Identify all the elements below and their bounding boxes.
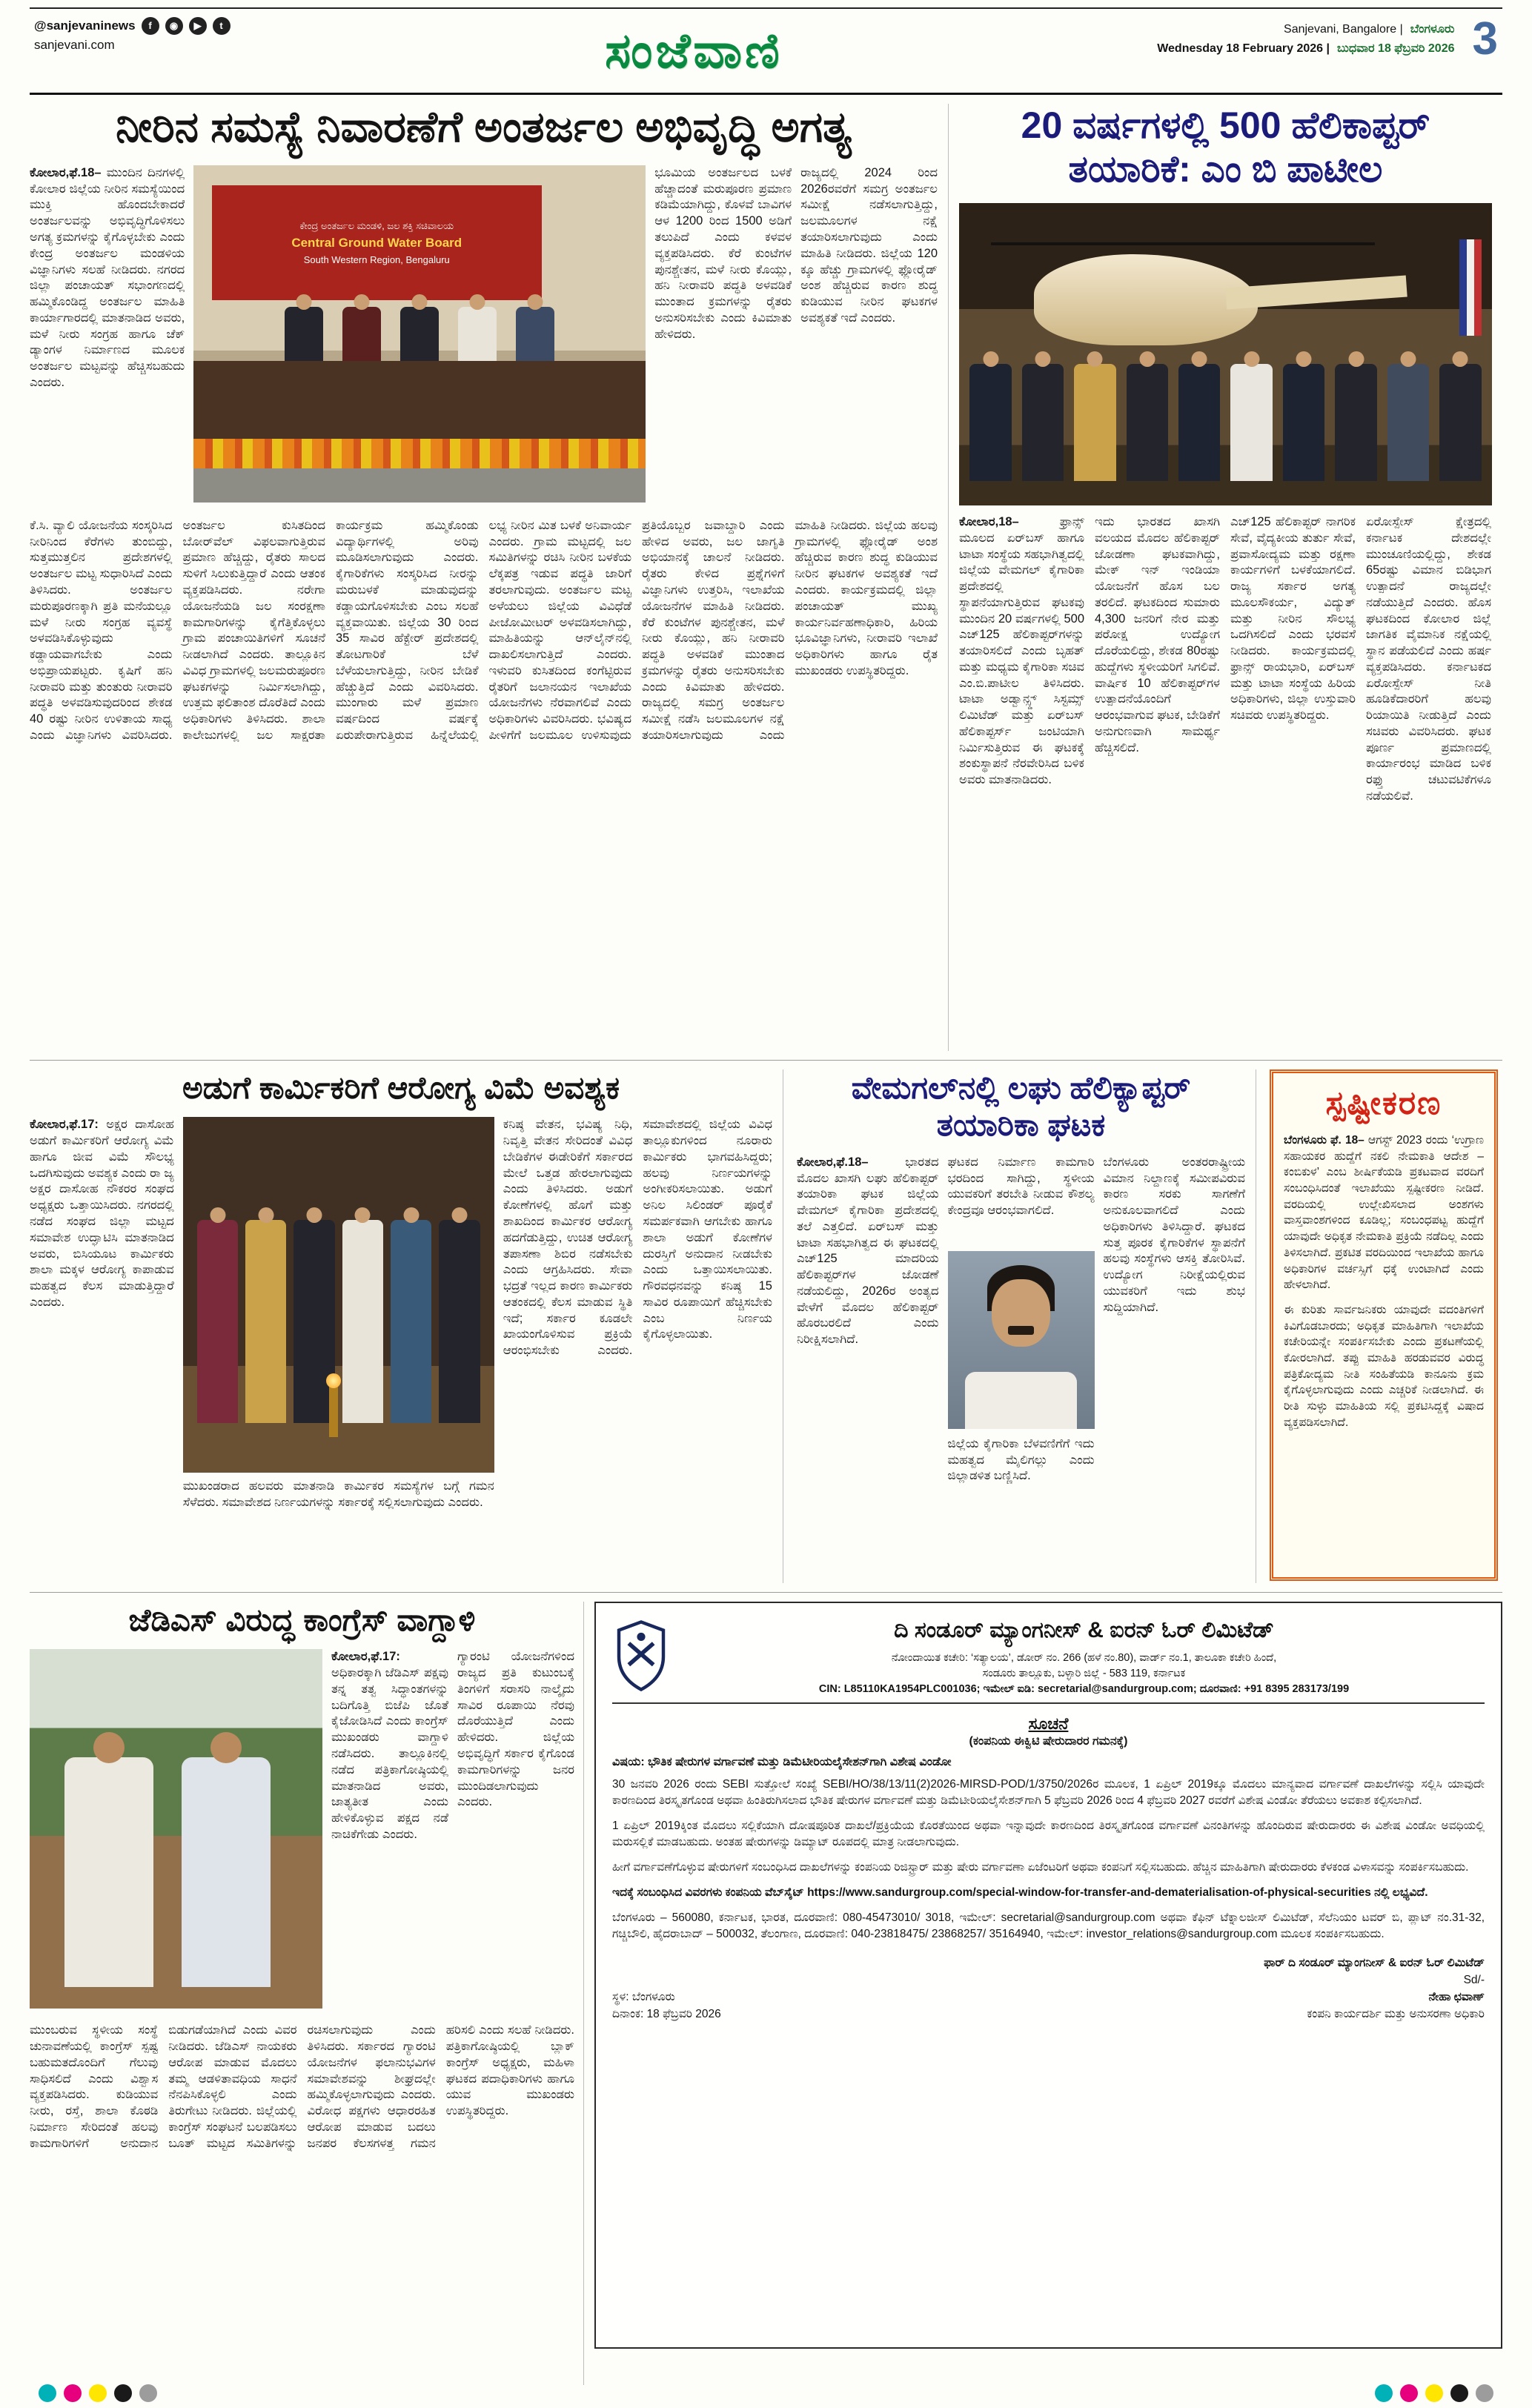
top-section [30, 95, 1502, 1051]
notice-contacts: ಬೆಂಗಳೂರು – 560080, ಕರ್ನಾಟಕ, ಭಾರತ, ದೂರವಾಣಿ: 080-45473010/ 3018, ಇಮೇಲ್: secretarial@sandurgroup.com ಅಥವಾ ಕೆಫಿನ್ ಟೆಕ್ನಾಲಜೀಸ್ ಲಿಮಿಟೆಡ್, ಸೆಲೆನಿಯಂ ಟವರ್ ಬಿ, ಪ್ಲಾಟ್ ನಂ.31-32, ಗಚ್ಚಿಬೌಲಿ, ಹೈದರಾಬಾದ್ – 500032, ತೆಲಂಗಾಣ, ದೂರವಾಣಿ: 040-23818475/ 23868257/ 35164940, ಇಮೇಲ್: investor_relations@sandurgroup.com ಮೂಲಕ ಸಂಪರ್ಕಿಸಬಹುದು. [612, 1911, 1485, 1940]
article-column: ಘಟಕದ ನಿರ್ಮಾಣ ಕಾಮಗಾರಿ ಭರದಿಂದ ಸಾಗಿದ್ದು, ಸ್ಥಳೀಯ ಯುವಕರಿಗೆ ತರಬೇತಿ ನೀಡುವ ಕೌಶಲ್ಯ ಕೇಂದ್ರವೂ ಆರಂಭವಾಗಲಿದೆ. [947, 1155, 1095, 1218]
headline: 20 ವರ್ಷಗಳಲ್ಲಿ 500 ಹೆಲಿಕಾಪ್ಟರ್ ತಯಾರಿಕೆ: ಎಂ ಬಿ ಪಾಟೀಲ [1021, 105, 1430, 190]
social-handle: @sanjevaninews [34, 19, 136, 33]
registration-dot [39, 2384, 56, 2402]
registration-dot [1375, 2384, 1393, 2402]
signature-sd: Sd/- [1463, 1973, 1485, 1986]
portrait-face [992, 1279, 1050, 1347]
clarification-title: ಸ್ಪಷ್ಟೀಕರಣ [1325, 1085, 1442, 1121]
portrait-mustache [1008, 1326, 1035, 1335]
masthead [30, 7, 1502, 95]
article-column: ಬೆಂಗಳೂರು ಅಂತರರಾಷ್ಟ್ರೀಯ ವಿಮಾನ ನಿಲ್ದಾಣಕ್ಕೆ ಸಮೀಪವಿರುವ ಕಾರಣ ಸರಕು ಸಾಗಣೆಗೆ ಅನುಕೂಲವಾಗಲಿದೆ ಎಂದು ಅಧಿಕಾರಿಗಳು ತಿಳಿಸಿದ್ದಾರೆ. ಘಟಕದ ಸುತ್ತ ಪೂರಕ ಕೈಗಾರಿಕೆಗಳ ಸ್ಥಾಪನೆಗೆ ಹಲವು ಸಂಸ್ಥೆಗಳು ಆಸಕ್ತಿ ತೋರಿಸಿವೆ. ಉದ್ಯೋಗ ನಿರೀಕ್ಷೆಯಲ್ಲಿರುವ ಯುವಕರಿಗೆ ಇದು ಶುಭ ಸುದ್ದಿಯಾಗಿದೆ. [1103, 1155, 1245, 1314]
helicopter-body [1034, 254, 1258, 345]
headline: ವೇಮಗಲ್‌ನಲ್ಲಿ ಲಘು ಹೆಲಿಕ್ಯಾಪ್ಟರ್ ತಯಾರಿಕಾ ಘಟಕ [851, 1070, 1191, 1143]
clarification-paragraph: ಈ ಕುರಿತು ಸಾರ್ವಜನಿಕರು ಯಾವುದೇ ವದಂತಿಗಳಿಗೆ ಕಿವಿಗೊಡಬಾರದು; ಅಧಿಕೃತ ಮಾಹಿತಿಗಾಗಿ ಇಲಾಖೆಯ ಕಚೇರಿಯನ್ನೇ ಸಂಪರ್ಕಿಸಬೇಕು ಎಂದು ಪ್ರಕಟಣೆಯಲ್ಲಿ ಕೋರಲಾಗಿದೆ. ತಪ್ಪು ಮಾಹಿತಿ ಹರಡುವವರ ವಿರುದ್ಧ ಪತ್ರಿಕೋದ್ಯಮ ನೀತಿ ಸಂಹಿತೆಯಡಿ ಕಾನೂನು ಕ್ರಮ ಕೈಗೊಳ್ಳಲಾಗುವುದು ಎಂದು ಎಚ್ಚರಿಕೆ ನೀಡಲಾಗಿದೆ. ಈ ರೀತಿ ಸುಳ್ಳು ಮಾಹಿತಿಯ ಸಲ್ಲಿ ಪ್ರಕಟಿಸಿದ್ದಕ್ಕೆ ವಿಷಾದ ವ್ಯಕ್ತಪಡಿಸಲಾಗಿದೆ. [1284, 1303, 1484, 1429]
ad-signature: ಫಾರ್ ದಿ ಸಂಡೂರ್ ಮ್ಯಾಂಗನೀಸ್ & ಐರನ್ ಓರ್ ಲಿಮಿಟೆಡ್ Sd/- ನೇಹಾ ಛವಾಣ್ ಕಂಪನಿ ಕಾರ್ಯದರ್ಶಿ ಮತ್ತು ಅನುಸರಣಾ ಅಧಿಕಾರಿ [1264, 1954, 1485, 2023]
article-column: ಕೋಲಾರ,18– ಫ್ರಾನ್ಸ್ ಮೂಲದ ಏರ್‌ಬಸ್ ಹಾಗೂ ಟಾಟಾ ಸಂಸ್ಥೆಯ ಸಹಭಾಗಿತ್ವದಲ್ಲಿ ಜಿಲ್ಲೆಯ ವೇಮಗಲ್ ಕೈಗಾರಿಕಾ ಪ್ರದೇಶದಲ್ಲಿ ಸ್ಥಾಪನೆಯಾಗುತ್ತಿರುವ ಘಟಕವು ಮುಂದಿನ 20 ವರ್ಷಗಳಲ್ಲಿ 500 ಎಚ್125 ಹೆಲಿಕಾಪ್ಟರ್‌ಗಳನ್ನು ತಯಾರಿಸಲಿದೆ ಎಂದು ಬೃಹತ್ ಮತ್ತು ಮಧ್ಯಮ ಕೈಗಾರಿಕಾ ಸಚಿವ ಎಂ.ಬಿ.ಪಾಟೀಲ ತಿಳಿಸಿದರು. ಟಾಟಾ ಅಡ್ವಾನ್ಸ್ಡ್ ಸಿಸ್ಟಮ್ಸ್ ಲಿಮಿಟೆಡ್ ಮತ್ತು ಏರ್‌ಬಸ್ ಹೆಲಿಕಾಪ್ಟರ್ಸ್ ಜಂಟಿಯಾಗಿ ನಿರ್ಮಿಸುತ್ತಿರುವ ಈ ಘಟಕಕ್ಕೆ ಶಂಕುಸ್ಥಾಪನೆ ನೆರವೇರಿಸಿದ ಬಳಿಕ ಅವರು ಮಾತನಾಡಿದರು. [959, 515, 1084, 787]
notice-paragraph: ಹೀಗೆ ವರ್ಗಾವಣೆಗೊಳ್ಳುವ ಷೇರುಗಳಿಗೆ ಸಂಬಂಧಿಸಿದ ದಾಖಲೆಗಳನ್ನು ಕಂಪನಿಯ ರಿಜಿಸ್ಟ್ರಾರ್ ಮತ್ತು ಷೇರು ವರ್ಗಾವಣಾ ಏಜೆಂಟರಿಗೆ ಅಥವಾ ಕಂಪನಿಗೆ ಸಲ್ಲಿಸಬಹುದು. ಹೆಚ್ಚಿನ ಮಾಹಿತಿಗಾಗಿ ಷೇರುದಾರರು ಕೆಳಕಂಡ ವಿಳಾಸವನ್ನು ಸಂಪರ್ಕಿಸಬಹುದು. [612, 1860, 1469, 1874]
dateline: ಕೋಲಾರ,18– [959, 515, 1060, 528]
photo-column [948, 1155, 1095, 1570]
person-figure [439, 1220, 480, 1423]
notice-heading: ಸೂಚನೆ [1028, 1714, 1069, 1733]
article-column: ಏರೋಸ್ಪೇಸ್ ಕ್ಷೇತ್ರದಲ್ಲಿ ಕರ್ನಾಟಕ ದೇಶದಲ್ಲೇ ಮುಂಚೂಣಿಯಲ್ಲಿದ್ದು, ಶೇಕಡ 65ರಷ್ಟು ವಿಮಾನ ಬಿಡಿಭಾಗ ಉತ್ಪಾದನೆ ರಾಜ್ಯದಲ್ಲೇ ನಡೆಯುತ್ತಿದೆ ಎಂದರು. ಹೊಸ ಘಟಕದಿಂದ ಕೋಲಾರ ಜಿಲ್ಲೆ ಜಾಗತಿಕ ವೈಮಾನಿಕ ನಕ್ಷೆಯಲ್ಲಿ ಸ್ಥಾನ ಪಡೆಯಲಿದೆ ಎಂದು ಹರ್ಷ ವ್ಯಕ್ತಪಡಿಸಿದರು. ಕರ್ನಾಟಕದ ಏರೋಸ್ಪೇಸ್ ನೀತಿ ಹೂಡಿಕೆದಾರರಿಗೆ ಹಲವು ರಿಯಾಯಿತಿ ನೀಡುತ್ತಿದೆ ಎಂದು ಸಚಿವರು ವಿವರಿಸಿದರು. ಘಟಕ ಪೂರ್ಣ ಪ್ರಮಾಣದಲ್ಲಿ ಕಾರ್ಯಾರಂಭ ಮಾಡಿದ ಬಳಿಕ ರಫ್ತು ಚಟುವಟಿಕೆಗಳೂ ನಡೆಯಲಿವೆ. [1366, 515, 1491, 803]
portrait-photo [948, 1251, 1095, 1429]
dais-table [193, 361, 646, 442]
social-block [34, 16, 231, 54]
registration-dot [139, 2384, 157, 2402]
twitter-icon: t [213, 17, 231, 35]
article-body: ಕನಿಷ್ಠ ವೇತನ, ಭವಿಷ್ಯ ನಿಧಿ, ನಿವೃತ್ತಿ ವೇತನ ಸೇರಿದಂತೆ ವಿವಿಧ ಬೇಡಿಕೆಗಳ ಈಡೇರಿಕೆಗೆ ಸರ್ಕಾರದ ಮೇಲೆ ಒತ್ತಡ ಹೇರಲಾಗುವುದು ಎಂದು ತಿಳಿಸಿದರು. ಅಡುಗೆ ಕೋಣೆಗಳಲ್ಲಿ ಹೊಗೆ ಮತ್ತು ಶಾಖದಿಂದ ಕಾರ್ಮಿಕರ ಆರೋಗ್ಯ ಹದಗೆಡುತ್ತಿದ್ದು, ಉಚಿತ ಆರೋಗ್ಯ ತಪಾಸಣಾ ಶಿಬಿರ ನಡೆಸಬೇಕು ಎಂದು ಆಗ್ರಹಿಸಿದರು. ಸೇವಾ ಭದ್ರತೆ ಇಲ್ಲದ ಕಾರಣ ಕಾರ್ಮಿಕರು ಆತಂಕದಲ್ಲಿ ಕೆಲಸ ಮಾಡುವ ಸ್ಥಿತಿ ಇದೆ; ಸರ್ಕಾರ ಕೂಡಲೇ ಖಾಯಂಗೊಳಿಸುವ ಪ್ರಕ್ರಿಯೆ ಆರಂಭಿಸಬೇಕು ಎಂದರು. ಸಮಾವೇಶದಲ್ಲಿ ಜಿಲ್ಲೆಯ ವಿವಿಧ ತಾಲ್ಲೂಕುಗಳಿಂದ ನೂರಾರು ಕಾರ್ಮಿಕರು ಭಾಗವಹಿಸಿದ್ದರು; ಹಲವು ನಿರ್ಣಯಗಳನ್ನು ಅಂಗೀಕರಿಸಲಾಯಿತು. ಅಡುಗೆ ಅನಿಲ ಸಿಲಿಂಡರ್ ಪೂರೈಕೆ ಸಮರ್ಪಕವಾಗಿ ಆಗಬೇಕು ಹಾಗೂ ಶಾಲಾ ಅಡುಗೆ ಕೋಣೆಗಳ ದುರಸ್ತಿಗೆ ಅನುದಾನ ನೀಡಬೇಕು ಎಂದು ಒತ್ತಾಯಿಸಲಾಯಿತು. ಗೌರವಧನವನ್ನು ಕನಿಷ್ಠ 15 ಸಾವಿರ ರೂಪಾಯಿಗೆ ಹೆಚ್ಚಿಸಬೇಕು ಎಂಬ ನಿರ್ಣಯ ಕೈಗೊಳ್ಳಲಾಯಿತು. [503, 1118, 772, 1358]
person-figure [1387, 364, 1429, 481]
person-figure [1335, 364, 1376, 481]
article-column: ಕೋಲಾರ,ಫೆ.17: ಅಧಿಕಾರಕ್ಕಾಗಿ ಜೆಡಿಎಸ್ ಪಕ್ಷವು ತನ್ನ ತತ್ವ ಸಿದ್ಧಾಂತಗಳನ್ನು ಬದಿಗೊತ್ತಿ ಬಿಜೆಪಿ ಜೊತೆ ಕೈಜೋಡಿಸಿದೆ ಎಂದು ಕಾಂಗ್ರೆಸ್ ಮುಖಂಡರು ವಾಗ್ದಾಳಿ ನಡೆಸಿದರು. ತಾಲ್ಲೂಕಿನಲ್ಲಿ ನಡೆದ ಪತ್ರಿಕಾಗೋಷ್ಠಿಯಲ್ಲಿ ಮಾತನಾಡಿದ ಅವರು, ಜಾತ್ಯತೀತ ಎಂದು ಹೇಳಿಕೊಳ್ಳುವ ಪಕ್ಷದ ನಡೆ ನಾಚಿಕೆಗೇಡು ಎಂದರು. [331, 1650, 448, 1841]
banner-line-en: Central Ground Water Board [291, 236, 462, 251]
notice-paragraph: 1 ಏಪ್ರಿಲ್ 2019ಕ್ಕಿಂತ ಮೊದಲು ಸಲ್ಲಿಕೆಯಾಗಿ ದೋಷಪೂರಿತ ದಾಖಲೆ/ಪ್ರಕ್ರಿಯೆಯ ಕೊರತೆಯಿಂದ ಅಥವಾ ಇನ್ನಾವುದೇ ಕಾರಣದಿಂದ ತಿರಸ್ಕೃತಗೊಂಡ ವರ್ಗಾವಣೆ ವಿನಂತಿಗಳನ್ನು ಹೊಂದಿರುವ ಷೇರುದಾರರು ಈ ವಿಶೇಷ ವಿಂಡೋ ಅವಧಿಯಲ್ಲಿ ಮರುಸಲ್ಲಿಕೆ ಮಾಡಬಹುದು. ಅಂತಹ ಷೇರುಗಳನ್ನು ಡಿಮ್ಯಾಟ್ ರೂಪದಲ್ಲಿ ಮಾತ್ರ ನೀಡಲಾಗುವುದು. [612, 1819, 1485, 1848]
article-insurance [30, 1069, 783, 1583]
article-column: ಎಚ್125 ಹೆಲಿಕಾಪ್ಟರ್ ನಾಗರಿಕ ಸೇವೆ, ವೈದ್ಯಕೀಯ ತುರ್ತು ಸೇವೆ, ಪ್ರವಾಸೋದ್ಯಮ ಮತ್ತು ರಕ್ಷಣಾ ಕಾರ್ಯಗಳಿಗೆ ಬಳಕೆಯಾಗಲಿದೆ. ರಾಜ್ಯ ಸರ್ಕಾರ ಅಗತ್ಯ ಮೂಲಸೌಕರ್ಯ, ವಿದ್ಯುತ್ ಮತ್ತು ನೀರಿನ ಸೌಲಭ್ಯ ಒದಗಿಸಲಿದೆ ಎಂದು ಭರವಸೆ ನೀಡಿದರು. ಕಾರ್ಯಕ್ರಮದಲ್ಲಿ ಫ್ರಾನ್ಸ್ ರಾಯಭಾರಿ, ಏರ್‌ಬಸ್ ಮತ್ತು ಟಾಟಾ ಸಂಸ್ಥೆಯ ಹಿರಿಯ ಅಧಿಕಾರಿಗಳು, ಜಿಲ್ಲಾ ಉಸ್ತುವಾರಿ ಸಚಿವರು ಉಪಸ್ಥಿತರಿದ್ದರು. [1230, 515, 1356, 723]
people-row [208, 307, 632, 361]
article-column: ಗ್ಯಾರಂಟಿ ಯೋಜನೆಗಳಿಂದ ರಾಜ್ಯದ ಪ್ರತಿ ಕುಟುಂಬಕ್ಕೆ ತಿಂಗಳಿಗೆ ಸರಾಸರಿ ನಾಲ್ಕೈದು ಸಾವಿರ ರೂಪಾಯಿ ನೆರವು ದೊರೆಯುತ್ತಿದೆ ಎಂದು ಹೇಳಿದರು. ಜಿಲ್ಲೆಯ ಅಭಿವೃದ್ಧಿಗೆ ಸರ್ಕಾರ ಕೈಗೊಂಡ ಕಾಮಗಾರಿಗಳನ್ನು ಜನರ ಮುಂದಿಡಲಾಗುವುದು ಎಂದರು. [457, 1650, 574, 1809]
article-column: ರಾಜ್ಯದಲ್ಲಿ 2024 ರಿಂದ 2026ರವರೆಗೆ ಸಮಗ್ರ ಅಂತರ್ಜಲ ಸಮೀಕ್ಷೆ ನಡೆಸಲಾಗುತ್ತಿದ್ದು, ಜಲಮೂಲಗಳ ನಕ್ಷೆ ತಯಾರಿಸಲಾಗುವುದು ಎಂದು ಮಾಹಿತಿ ನೀಡಿದರು. ಜಿಲ್ಲೆಯ 120 ಕ್ಕೂ ಹೆಚ್ಚು ಗ್ರಾಮಗಳಲ್ಲಿ ಫ್ಲೋರೈಡ್ ಅಂಶ ಹೆಚ್ಚಿರುವ ಕಾರಣ ಶುದ್ಧ ಕುಡಿಯುವ ನೀರಿನ ಘಟಕಗಳ ಅವಶ್ಯಕತೆ ಇದೆ ಎಂದರು. [800, 165, 938, 325]
facebook-icon: f [142, 17, 159, 35]
registration-dot [1476, 2384, 1493, 2402]
person-figure [64, 1757, 153, 1987]
registration-dot [1425, 2384, 1443, 2402]
article-vemagal [797, 1069, 1256, 1583]
signatory-designation: ಕಂಪನಿ ಕಾರ್ಯದರ್ಶಿ ಮತ್ತು ಅನುಸರಣಾ ಅಧಿಕಾರಿ [1307, 2008, 1485, 2021]
article-column: ಭೂಮಿಯ ಅಂತರ್ಜಲದ ಬಳಕೆ ಹೆಚ್ಚಾದಂತೆ ಮರುಪೂರಣ ಪ್ರಮಾಣ ಕಡಿಮೆಯಾಗಿದ್ದು, ಕೊಳವೆ ಬಾವಿಗಳ ಆಳ 1200 ರಿಂದ 1500 ಅಡಿಗೆ ತಲುಪಿದೆ ಎಂದು ಕಳವಳ ವ್ಯಕ್ತಪಡಿಸಿದರು. ಕೆರೆ ಕುಂಟೆಗಳ ಪುನಶ್ಚೇತನ, ಮಳೆ ನೀರು ಕೊಯ್ಲು, ಹನಿ ನೀರಾವರಿ ಪದ್ಧತಿ ಅಳವಡಿಕೆ ಮುಂತಾದ ಕ್ರಮಗಳನ್ನು ರೈತರು ಅನುಸರಿಸಬೇಕು ಎಂದು ಕಿವಿಮಾತು ಹೇಳಿದರು. [654, 165, 792, 341]
french-flag [1459, 239, 1482, 336]
edition-en: Sanjevani, Bangalore | [1284, 23, 1403, 36]
ad-footer [612, 1954, 1485, 2023]
ceremonial-lamp [329, 1385, 338, 1437]
notice-subject: ವಿಷಯ: ಭೌತಿಕ ಷೇರುಗಳ ವರ್ಗಾವಣೆ ಮತ್ತು ಡಿಮೆಟೀರಿಯಲೈಸೇಶನ್‌ಗಾಗಿ ವಿಶೇಷ ವಿಂಡೋ [612, 1755, 952, 1768]
article-body: ಕೆ.ಸಿ. ವ್ಯಾಲಿ ಯೋಜನೆಯ ಸಂಸ್ಕರಿಸಿದ ನೀರಿನಿಂದ ಕೆರೆಗಳು ತುಂಬಿದ್ದು, ಸುತ್ತಮುತ್ತಲಿನ ಪ್ರದೇಶಗಳಲ್ಲಿ ಅಂತರ್ಜಲ ಮಟ್ಟ ಸುಧಾರಿಸಿದೆ ಎಂದು ತಿಳಿಸಿದರು. ಅಂತರ್ಜಲ ಮರುಪೂರಣಕ್ಕಾಗಿ ಪ್ರತಿ ಮನೆಯಲ್ಲೂ ಮಳೆ ನೀರು ಸಂಗ್ರಹ ವ್ಯವಸ್ಥೆ ಅಳವಡಿಸಿಕೊಳ್ಳುವುದು ಕಡ್ಡಾಯವಾಗಬೇಕು ಎಂದು ಅಭಿಪ್ರಾಯಪಟ್ಟರು. ಕೃಷಿಗೆ ಹನಿ ನೀರಾವರಿ ಮತ್ತು ತುಂತುರು ನೀರಾವರಿ ಪದ್ಧತಿ ಅಳವಡಿಸುವುದರಿಂದ ಶೇಕಡ 40 ರಷ್ಟು ನೀರಿನ ಉಳಿತಾಯ ಸಾಧ್ಯ ಎಂದು ವಿಜ್ಞಾನಿಗಳು ವಿವರಿಸಿದರು. ಅಂತರ್ಜಲ ಕುಸಿತದಿಂದ ಬೋರ್‌ವೆಲ್ ವಿಫಲವಾಗುತ್ತಿರುವ ಪ್ರಮಾಣ ಹೆಚ್ಚಿದ್ದು, ರೈತರು ಸಾಲದ ಸುಳಿಗೆ ಸಿಲುಕುತ್ತಿದ್ದಾರೆ ಎಂದು ಆತಂಕ ವ್ಯಕ್ತಪಡಿಸಿದರು. ನರೇಗಾ ಯೋಜನೆಯಡಿ ಜಲ ಸಂರಕ್ಷಣಾ ಕಾಮಗಾರಿಗಳನ್ನು ಕೈಗೆತ್ತಿಕೊಳ್ಳಲು ಗ್ರಾಮ ಪಂಚಾಯಿತಿಗಳಿಗೆ ಸೂಚನೆ ನೀಡಲಾಗಿದೆ ಎಂದರು. ತಾಲ್ಲೂಕಿನ ವಿವಿಧ ಗ್ರಾಮಗಳಲ್ಲಿ ಜಲಮರುಪೂರಣ ಘಟಕಗಳನ್ನು ನಿರ್ಮಿಸಲಾಗಿದ್ದು, ಉತ್ತಮ ಫಲಿತಾಂಶ ದೊರೆತಿದೆ ಎಂದು ಅಧಿಕಾರಿಗಳು ತಿಳಿಸಿದರು. ಶಾಲಾ ಕಾಲೇಜುಗಳಲ್ಲಿ ಜಲ ಸಾಕ್ಷರತಾ ಕಾರ್ಯಕ್ರಮ ಹಮ್ಮಿಕೊಂಡು ವಿದ್ಯಾರ್ಥಿಗಳಲ್ಲಿ ಅರಿವು ಮೂಡಿಸಲಾಗುವುದು ಎಂದರು. ಕೈಗಾರಿಕೆಗಳು ಸಂಸ್ಕರಿಸಿದ ನೀರನ್ನು ಮರುಬಳಕೆ ಮಾಡುವುದನ್ನು ಕಡ್ಡಾಯಗೊಳಿಸಬೇಕು ಎಂಬ ಸಲಹೆ ವ್ಯಕ್ತವಾಯಿತು. ಜಿಲ್ಲೆಯ 30 ರಿಂದ 35 ಸಾವಿರ ಹೆಕ್ಟೇರ್ ಪ್ರದೇಶದಲ್ಲಿ ತೋಟಗಾರಿಕೆ ಬೆಳೆ ಬೆಳೆಯಲಾಗುತ್ತಿದ್ದು, ನೀರಿನ ಬೇಡಿಕೆ ಹೆಚ್ಚುತ್ತಿದೆ ಎಂದು ವಿವರಿಸಿದರು. ಮುಂಗಾರು ಮಳೆ ಪ್ರಮಾಣ ವರ್ಷದಿಂದ ವರ್ಷಕ್ಕೆ ಏರುಪೇರಾಗುತ್ತಿರುವ ಹಿನ್ನೆಲೆಯಲ್ಲಿ ಲಭ್ಯ ನೀರಿನ ಮಿತ ಬಳಕೆ ಅನಿವಾರ್ಯ ಎಂದರು. ಗ್ರಾಮ ಮಟ್ಟದಲ್ಲಿ ಜಲ ಸಮಿತಿಗಳನ್ನು ರಚಿಸಿ ನೀರಿನ ಬಳಕೆಯ ಲೆಕ್ಕಪತ್ರ ಇಡುವ ಪದ್ಧತಿ ಜಾರಿಗೆ ತರಲಾಗುವುದು. ಅಂತರ್ಜಲ ಮಟ್ಟ ಅಳೆಯಲು ಜಿಲ್ಲೆಯ ವಿವಿಧೆಡೆ ಪೀಜೋಮೀಟರ್ ಅಳವಡಿಸಲಾಗಿದ್ದು, ಮಾಹಿತಿಯನ್ನು ಆನ್‌ಲೈನ್‌ನಲ್ಲಿ ದಾಖಲಿಸಲಾಗುತ್ತಿದೆ ಎಂದರು. ಇಳುವರಿ ಕುಸಿತದಿಂದ ಕಂಗೆಟ್ಟಿರುವ ರೈತರಿಗೆ ಜಲಾನಯನ ಇಲಾಖೆಯ ಯೋಜನೆಗಳು ನೆರವಾಗಲಿವೆ ಎಂದು ಅಧಿಕಾರಿಗಳು ವಿವರಿಸಿದರು. ಭವಿಷ್ಯದ ಪೀಳಿಗೆಗೆ ಜಲಮೂಲ ಉಳಿಸುವುದು ಪ್ರತಿಯೊಬ್ಬರ ಜವಾಬ್ದಾರಿ ಎಂದು ಹೇಳಿದ ಅವರು, ಜಲ ಜಾಗೃತಿ ಅಭಿಯಾನಕ್ಕೆ ಚಾಲನೆ ನೀಡಿದರು. ರೈತರು ಕೇಳಿದ ಪ್ರಶ್ನೆಗಳಿಗೆ ವಿಜ್ಞಾನಿಗಳು ಉತ್ತರಿಸಿ, ಇಲಾಖೆಯ ಯೋಜನೆಗಳ ಮಾಹಿತಿ ನೀಡಿದರು. ಕೆರೆ ಕುಂಟೆಗಳ ಪುನಶ್ಚೇತನ, ಮಳೆ ನೀರು ಕೊಯ್ಲು, ಹನಿ ನೀರಾವರಿ ಪದ್ಧತಿ ಅಳವಡಿಕೆ ಮುಂತಾದ ಕ್ರಮಗಳನ್ನು ರೈತರು ಅನುಸರಿಸಬೇಕು ಎಂದು ಕಿವಿಮಾತು ಹೇಳಿದರು. ರಾಜ್ಯದಲ್ಲಿ ಸಮಗ್ರ ಅಂತರ್ಜಲ ಸಮೀಕ್ಷೆ ನಡೆಸಿ ಜಲಮೂಲಗಳ ನಕ್ಷೆ ತಯಾರಿಸಲಾಗುವುದು ಎಂದು ಮಾಹಿತಿ ನೀಡಿದರು. ಜಿಲ್ಲೆಯ ಹಲವು ಗ್ರಾಮಗಳಲ್ಲಿ ಫ್ಲೋರೈಡ್ ಅಂಶ ಹೆಚ್ಚಿರುವ ಕಾರಣ ಶುದ್ಧ ಕುಡಿಯುವ ನೀರಿನ ಘಟಕಗಳ ಅವಶ್ಯಕತೆ ಇದೆ ಎಂದರು. ಕಾರ್ಯಕ್ರಮದಲ್ಲಿ ಜಿಲ್ಲಾ ಪಂಚಾಯತ್ ಮುಖ್ಯ ಕಾರ್ಯನಿರ್ವಹಣಾಧಿಕಾರಿ, ಹಿರಿಯ ಭೂವಿಜ್ಞಾನಿಗಳು, ನೀರಾವರಿ ಇಲಾಖೆ ಅಧಿಕಾರಿಗಳು ಹಾಗೂ ರೈತ ಮುಖಂಡರು ಉಪಸ್ಥಿತರಿದ್ದರು. [30, 518, 938, 742]
person-figure [1178, 364, 1220, 481]
person-figure [1283, 364, 1324, 481]
registration-dot [64, 2384, 82, 2402]
bottom-section [30, 1592, 1502, 2385]
helicopter-tail [1225, 276, 1407, 310]
ad-header [612, 1616, 1485, 1704]
edition-kn: ಬೆಂಗಳೂರು [1410, 23, 1455, 36]
article-helicopter [949, 104, 1492, 1051]
event-banner [212, 185, 542, 300]
page-number: 3 [1472, 13, 1498, 64]
middle-section [30, 1060, 1502, 1583]
article-column: ಜಿಲ್ಲೆಯ ಕೈಗಾರಿಕಾ ಬೆಳವಣಿಗೆಗೆ ಇದು ಮಹತ್ವದ ಮೈಲಿಗಲ್ಲು ಎಂದು ಜಿಲ್ಲಾಡಳಿತ ಬಣ್ಣಿಸಿದೆ. [947, 1436, 1095, 1483]
company-crest-icon [612, 1619, 670, 1693]
article-jds-congress [30, 1602, 584, 2385]
print-registration-marks-right [1375, 2384, 1493, 2402]
registration-dot [1450, 2384, 1468, 2402]
person-figure [969, 364, 1011, 481]
banner-line-region: South Western Region, Bengaluru [303, 254, 450, 266]
registration-dot [1400, 2384, 1418, 2402]
person-figure [1230, 364, 1272, 481]
dateline: ಕೋಲಾರ,ಫೆ.17: [30, 1118, 107, 1132]
article-column: ಕೋಲಾರ,ಫೆ.17: ಅಕ್ಷರ ದಾಸೋಹ ಅಡುಗೆ ಕಾರ್ಮಿಕರಿಗೆ ಆರೋಗ್ಯ ವಿಮೆ ಹಾಗೂ ಜೀವ ವಿಮೆ ಸೌಲಭ್ಯ ಒದಗಿಸುವುದು ಅವಶ್ಯಕ ಎಂದು ರಾ ಜ್ಯ ಅಕ್ಷರ ದಾಸೋಹ ನೌಕರರ ಸಂಘದ ಅಧ್ಯಕ್ಷರು ಒತ್ತಾಯಿಸಿದರು. ನಗರದಲ್ಲಿ ನಡೆದ ಸಂಘದ ಜಿಲ್ಲಾ ಮಟ್ಟದ ಸಮಾವೇಶ ಉದ್ಘಾಟಿಸಿ ಮಾತನಾಡಿದ ಅವರು, ಬಿಸಿಯೂಟ ಕಾರ್ಮಿಕರು ಶಾಲಾ ಮಕ್ಕಳ ಆರೋಗ್ಯ ಕಾಪಾಡುವ ಮಹತ್ವದ ಕೆಲಸ ಮಾಡುತ್ತಿದ್ದಾರೆ ಎಂದರು. [30, 1118, 174, 1309]
website-text: sanjevani.com [34, 37, 115, 52]
clarification-box-wrap [1270, 1069, 1498, 1583]
company-cin: CIN: L85110KA1954PLC001036; ಇಮೇಲ್ ಐಡಿ: secretarial@sandurgroup.com; ದೂರವಾಣಿ: +91 8395 283173/199 [818, 1682, 1350, 1695]
headline: ಜೆಡಿಎಸ್ ವಿರುದ್ಧ ಕಾಂಗ್ರೆಸ್ ವಾಗ್ದಾಳಿ [128, 1602, 476, 1637]
dignitaries-row [969, 348, 1481, 482]
portrait-shoulders [965, 1372, 1076, 1429]
company-address: ನೋಂದಾಯಿತ ಕಚೇರಿ: ‘ಸತ್ಯಾಲಯ’, ಡೋರ್ ನಂ. 266 (ಹಳೆ ನಂ.80), ವಾರ್ಡ್ ನಂ.1, ತಾಲೂಕಾ ಕಚೇರಿ ಹಿಂದೆ, ಸಂಡೂರು ತಾಲ್ಲೂಕು, ಬಳ್ಳಾರಿ ಜಿಲ್ಲೆ - 583 119, ಕರ್ನಾಟಕ [891, 1651, 1277, 1679]
notice-subheading: (ಕಂಪನಿಯ ಈಕ್ವಿಟಿ ಷೇರುದಾರರ ಗಮನಕ್ಕೆ) [969, 1734, 1128, 1748]
print-registration-marks-left [39, 2384, 157, 2402]
date-en: Wednesday 18 February 2026 | [1157, 42, 1330, 55]
person-figure [342, 1220, 383, 1423]
youtube-icon: ▶ [189, 17, 207, 35]
article-column: ಮುಖಂಡರಾದ ಹಲವರು ಮಾತನಾಡಿ ಕಾರ್ಮಿಕರ ಸಮಸ್ಯೆಗಳ ಬಗ್ಗೆ ಗಮನ ಸೆಳೆದರು. ಸಮಾವೇಶದ ನಿರ್ಣಯಗಳನ್ನು ಸರ್ಕಾರಕ್ಕೆ ಸಲ್ಲಿಸಲಾಗುವುದು ಎಂದರು. [182, 1479, 494, 1510]
person-figure [1127, 364, 1168, 481]
registration-dot [89, 2384, 107, 2402]
person-figure [182, 1757, 271, 1987]
headline: ನೀರಿನ ಸಮಸ್ಯೆ ನಿವಾರಣೆಗೆ ಅಂತರ್ಜಲ ಅಭಿವೃದ್ಧಿ ಅಗತ್ಯ [116, 103, 852, 151]
dateline: ಬೆಂಗಳೂರು ಫೆ. 18– [1284, 1134, 1368, 1147]
registration-dot [114, 2384, 132, 2402]
person-figure [391, 1220, 431, 1423]
company-name: ದಿ ಸಂಡೂರ್ ಮ್ಯಾಂಗನೀಸ್ & ಐರನ್ ಓರ್ ಲಿಮಿಟೆಡ್ [894, 1618, 1274, 1642]
newspaper-logo: ಸಂಜೆವಾಣಿ [605, 23, 783, 78]
dateline: ಕೋಲಾರ,ಫೆ.18– [30, 165, 107, 179]
person-figure [1439, 364, 1481, 481]
helicopter-photo [959, 203, 1492, 505]
banner-line-kn: ಕೇಂದ್ರ ಅಂತರ್ಜಲ ಮಂಡಳಿ, ಜಲ ಶಕ್ತಿ ಸಚಿವಾಲಯ [299, 220, 454, 232]
people-row [192, 1203, 485, 1424]
person-figure [1074, 364, 1115, 481]
article-column: ಇದು ಭಾರತದ ಖಾಸಗಿ ವಲಯದ ಮೊದಲ ಹೆಲಿಕಾಪ್ಟರ್ ಜೋಡಣಾ ಘಟಕವಾಗಿದ್ದು, ಮೇಕ್ ಇನ್ ಇಂಡಿಯಾ ಯೋಜನೆಗೆ ಹೊಸ ಬಲ ತರಲಿದೆ. ಘಟಕದಿಂದ ಸುಮಾರು 4,300 ಜನರಿಗೆ ನೇರ ಮತ್ತು ಪರೋಕ್ಷ ಉದ್ಯೋಗ ದೊರೆಯಲಿದ್ದು, ಶೇಕಡ 80ರಷ್ಟು ಹುದ್ದೆಗಳು ಸ್ಥಳೀಯರಿಗೆ ಸಿಗಲಿವೆ. ವಾರ್ಷಿಕ 10 ಹೆಲಿಕಾಪ್ಟರ್‌ಗಳ ಉತ್ಪಾದನೆಯೊಂದಿಗೆ ಆರಂಭವಾಗುವ ಘಟಕ, ಬೇಡಿಕೆಗೆ ಅನುಗುಣವಾಗಿ ಸಾಮರ್ಥ್ಯ ಹೆಚ್ಚಿಸಲಿದೆ. [1095, 515, 1220, 754]
signatory-name: ನೇಹಾ ಛವಾಣ್ [1428, 1991, 1485, 2004]
instagram-icon: ◉ [165, 17, 183, 35]
public-notice-ad [594, 1602, 1502, 2349]
article-body: ಮುಂಬರುವ ಸ್ಥಳೀಯ ಸಂಸ್ಥೆ ಚುನಾವಣೆಯಲ್ಲಿ ಕಾಂಗ್ರೆಸ್ ಸ್ಪಷ್ಟ ಬಹುಮತದೊಂದಿಗೆ ಗೆಲುವು ಸಾಧಿಸಲಿದೆ ಎಂದು ವಿಶ್ವಾಸ ವ್ಯಕ್ತಪಡಿಸಿದರು. ಕುಡಿಯುವ ನೀರು, ರಸ್ತೆ, ಶಾಲಾ ಕೊಠಡಿ ನಿರ್ಮಾಣ ಸೇರಿದಂತೆ ಹಲವು ಕಾಮಗಾರಿಗಳಿಗೆ ಅನುದಾನ ಬಿಡುಗಡೆಯಾಗಿದೆ ಎಂದು ವಿವರ ನೀಡಿದರು. ಜೆಡಿಎಸ್ ನಾಯಕರು ಆರೋಪ ಮಾಡುವ ಮೊದಲು ತಮ್ಮ ಆಡಳಿತಾವಧಿಯ ಸಾಧನೆ ನೆನಪಿಸಿಕೊಳ್ಳಲಿ ಎಂದು ತಿರುಗೇಟು ನೀಡಿದರು. ಜಿಲ್ಲೆಯಲ್ಲಿ ಕಾಂಗ್ರೆಸ್ ಸಂಘಟನೆ ಬಲಪಡಿಸಲು ಬೂತ್ ಮಟ್ಟದ ಸಮಿತಿಗಳನ್ನು ರಚಿಸಲಾಗುವುದು ಎಂದು ತಿಳಿಸಿದರು. ಸರ್ಕಾರದ ಗ್ಯಾರಂಟಿ ಯೋಜನೆಗಳ ಫಲಾನುಭವಿಗಳ ಸಮಾವೇಶವನ್ನು ಶೀಘ್ರದಲ್ಲೇ ಹಮ್ಮಿಕೊಳ್ಳಲಾಗುವುದು ಎಂದರು. ವಿರೋಧ ಪಕ್ಷಗಳು ಆಧಾರರಹಿತ ಆರೋಪ ಮಾಡುವ ಬದಲು ಜನಪರ ಕೆಲಸಗಳತ್ತ ಗಮನ ಹರಿಸಲಿ ಎಂದು ಸಲಹೆ ನೀಡಿದರು. ಪತ್ರಿಕಾಗೋಷ್ಠಿಯಲ್ಲಿ ಬ್ಲಾಕ್ ಕಾಂಗ್ರೆಸ್ ಅಧ್ಯಕ್ಷರು, ಮಹಿಳಾ ಘಟಕದ ಪದಾಧಿಕಾರಿಗಳು ಹಾಗೂ ಯುವ ಮುಖಂಡರು ಉಪಸ್ಥಿತರಿದ್ದರು. [30, 2023, 574, 2150]
notice-paragraph: 30 ಜನವರಿ 2026 ರಂದು SEBI ಸುತ್ತೋಲೆ ಸಂಖ್ಯೆ SEBI/HO/38/13/11(2)2026-MIRSD-POD/1/3750/2026ರ ಮೂಲಕ, 1 ಏಪ್ರಿಲ್ 2019ಕ್ಕೂ ಮೊದಲು ಮಾನ್ಯವಾದ ವರ್ಗಾವಣೆ ದಾಖಲೆಗಳನ್ನು ಸಲ್ಲಿಸಿ ಯಾವುದೇ ಕಾರಣದಿಂದ ತಿರಸ್ಕೃತಗೊಂಡ ಅಥವಾ ಹಿಂತಿರುಗಿಸಲಾದ ಭೌತಿಕ ಷೇರುಗಳ ವರ್ಗಾವಣೆ ಮತ್ತು ಡಿಮೆಟೀರಿಯಲೈಸೇಶನ್‌ಗಾಗಿ 5 ಫೆಬ್ರವರಿ 2026 ರಿಂದ 4 ಫೆಬ್ರವರಿ 2027 ರವರೆಗೆ ವಿಶೇಷ ವಿಂಡೋ ತೆರೆಯಲು ಅವಕಾಶ ಕಲ್ಪಿಸಲಾಗಿದೆ. [612, 1777, 1485, 1807]
conference-photo [193, 165, 646, 503]
photo-floor [193, 468, 646, 503]
dateline: ಕೋಲಾರ,ಫೆ.17: [331, 1650, 400, 1664]
person-figure [458, 307, 497, 361]
person-figure [516, 307, 554, 361]
person-figure [197, 1220, 238, 1423]
insurance-event-photo [183, 1117, 494, 1473]
article-groundwater [30, 104, 949, 1051]
person-figure [1022, 364, 1064, 481]
article-column: ಕೋಲಾರ,ಫೆ.18– ಭಾರತದ ಮೊದಲ ಖಾಸಗಿ ಲಘು ಹೆಲಿಕಾಪ್ಟರ್ ತಯಾರಿಕಾ ಘಟಕ ಜಿಲ್ಲೆಯ ವೇಮಗಲ್ ಕೈಗಾರಿಕಾ ಪ್ರದೇಶದಲ್ಲಿ ತಲೆ ಎತ್ತಲಿದೆ. ಏರ್‌ಬಸ್ ಮತ್ತು ಟಾಟಾ ಸಹಭಾಗಿತ್ವದ ಈ ಘಟಕದಲ್ಲಿ ಎಚ್125 ಮಾದರಿಯ ಹೆಲಿಕಾಪ್ಟರ್‌ಗಳ ಜೋಡಣೆ ನಡೆಯಲಿದ್ದು, 2026ರ ಅಂತ್ಯದ ವೇಳೆಗೆ ಮೊದಲ ಹೆಲಿಕಾಪ್ಟರ್ ಹೊರಬರಲಿದೆ ಎಂದು ನಿರೀಕ್ಷಿಸಲಾಗಿದೆ. [797, 1155, 939, 1347]
person-figure [400, 307, 439, 361]
article-column: ಕೋಲಾರ,ಫೆ.18– ಮುಂದಿನ ದಿನಗಳಲ್ಲಿ ಕೋಲಾರ ಜಿಲ್ಲೆಯ ನೀರಿನ ಸಮಸ್ಯೆಯಿಂದ ಮುಕ್ತಿ ಹೊಂದಬೇಕಾದರೆ ಅಂತರ್ಜಲವನ್ನು ಅಭಿವೃದ್ಧಿಗೊಳಿಸಲು ಅಗತ್ಯ ಕ್ರಮಗಳನ್ನು ಕೈಗೊಳ್ಳಬೇಕು ಎಂದು ಕೇಂದ್ರ ಅಂತರ್ಜಲ ಮಂಡಳಿಯ ವಿಜ್ಞಾನಿಗಳು ಸಲಹೆ ನೀಡಿದರು. ನಗರದ ಜಿಲ್ಲಾ ಪಂಚಾಯತ್ ಸಭಾಂಗಣದಲ್ಲಿ ಹಮ್ಮಿಕೊಂಡಿದ್ದ ಅಂತರ್ಜಲ ಮಾಹಿತಿ ಕಾರ್ಯಾಗಾರದಲ್ಲಿ ಮಾತನಾಡಿದ ಅವರು, ಮಳೆ ನೀರು ಸಂಗ್ರಹ ಹಾಗೂ ಚೆಕ್ ಡ್ಯಾಂಗಳ ನಿರ್ಮಾಣದ ಮೂಲಕ ಅಂತರ್ಜಲ ಮಟ್ಟವನ್ನು ಹೆಚ್ಚಿಸಬಹುದು ಎಂದರು. [30, 165, 185, 389]
person-figure [245, 1220, 286, 1423]
person-figure [285, 307, 323, 361]
clarification-box [1270, 1069, 1498, 1581]
notice-url-line: ಇದಕ್ಕೆ ಸಂಬಂಧಿಸಿದ ವಿವರಗಳು ಕಂಪನಿಯ ವೆಬ್‌ಸೈಟ್ https://www.sandurgroup.com/special-window-for-transfer-and-dematerialisation-of-physical-securities ನಲ್ಲಿ ಲಭ್ಯವಿದೆ. [612, 1885, 1428, 1899]
dateline: ಕೋಲಾರ,ಫೆ.18– [797, 1155, 906, 1169]
ad-place-date: ಸ್ಥಳ: ಬೆಂಗಳೂರು ದಿನಾಂಕ: 18 ಫೆಬ್ರವರಿ 2026 [612, 1991, 721, 2021]
date-kn: ಬುಧವಾರ 18 ಫೆಬ್ರವರಿ 2026 [1336, 42, 1455, 55]
helicopter-rotor [991, 242, 1375, 245]
flower-garland [193, 439, 646, 469]
photo-column [183, 1117, 494, 1573]
edition-date-block [1157, 13, 1498, 64]
headline: ಅಡುಗೆ ಕಾರ್ಮಿಕರಿಗೆ ಆರೋಗ್ಯ ವಿಮೆ ಅವಶ್ಯಕ [182, 1070, 620, 1105]
person-figure [342, 307, 381, 361]
press-meet-photo [30, 1649, 322, 2009]
clarification-paragraph: ಬೆಂಗಳೂರು ಫೆ. 18– ಆಗಸ್ಟ್ 2023 ರಂದು ‘ಉಗ್ರಾಣ ಸಹಾಯಕರ ಹುದ್ದೆಗೆ ನಕಲಿ ನೇಮಕಾತಿ ಆದೇಶ – ಕಂಬಿಕುಳ’ ಎಂಬ ಶೀರ್ಷಿಕೆಯಡಿ ಪ್ರಕಟವಾದ ವರದಿಗೆ ಸಂಬಂಧಿಸಿದಂತೆ ಇಲಾಖೆಯು ಸ್ಪಷ್ಟೀಕರಣ ನೀಡಿದೆ. ವರದಿಯಲ್ಲಿ ಉಲ್ಲೇಖಿಸಲಾದ ಅಂಶಗಳು ವಾಸ್ತವಾಂಶಗಳಿಂದ ಕೂಡಿಲ್ಲ; ಸಂಬಂಧಪಟ್ಟ ಹುದ್ದೆಗೆ ಯಾವುದೇ ಅಧಿಕೃತ ನೇಮಕಾತಿ ಪ್ರಕ್ರಿಯೆ ನಡೆದಿಲ್ಲ ಎಂದು ತಿಳಿಸಲಾಗಿದೆ. ಪ್ರಕಟಿತ ವರದಿಯಿಂದ ಇಲಾಖೆಯ ಹಾಗೂ ಅಧಿಕಾರಿಗಳ ವರ್ಚಸ್ಸಿಗೆ ಧಕ್ಕೆ ಉಂಟಾಗಿದೆ ಎಂದು ಹೇಳಲಾಗಿದೆ. [1284, 1134, 1484, 1292]
